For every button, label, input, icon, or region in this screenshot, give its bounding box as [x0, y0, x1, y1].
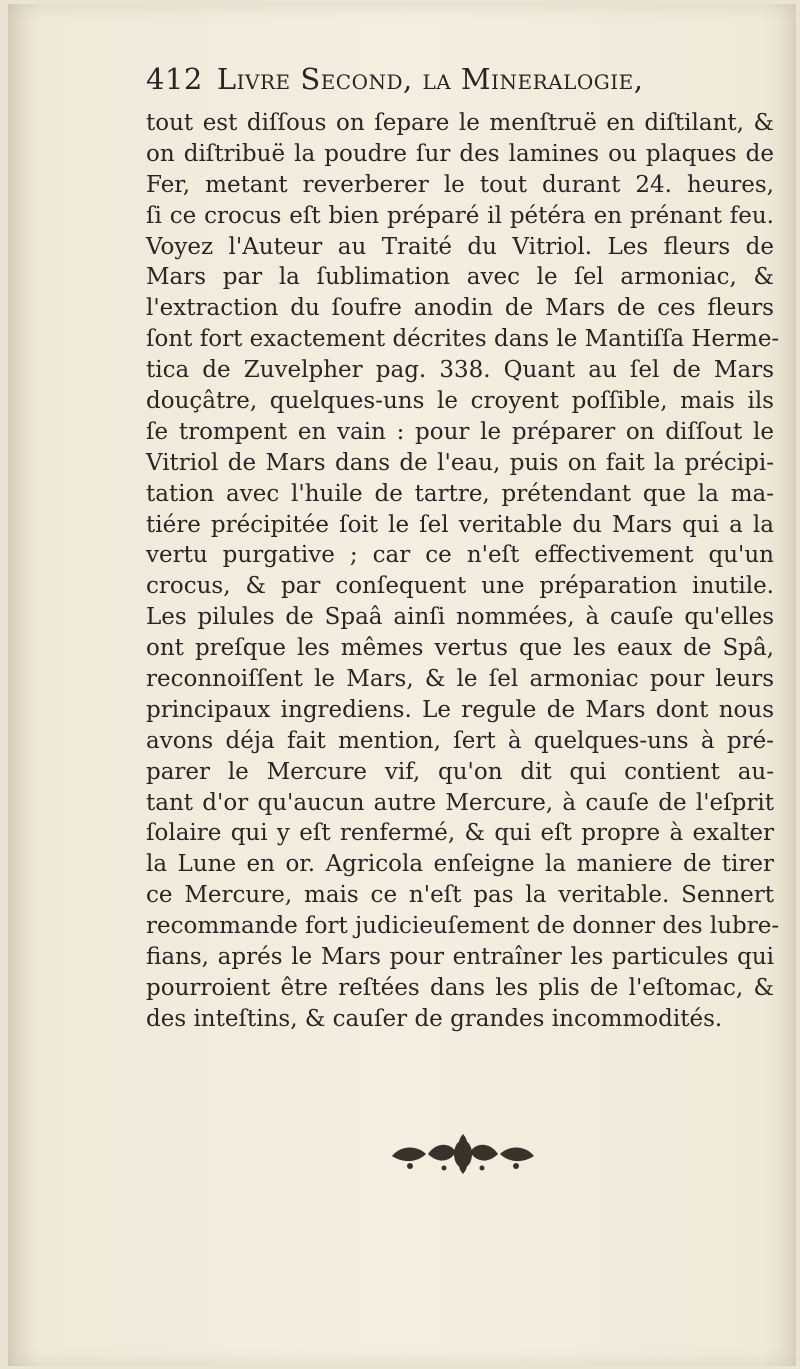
text-line: ce Mercure, mais ce n'eſt pas la veritable. Sennert: [146, 882, 774, 909]
text-line: tation avec l'huile de tartre, prétendant que la ma-: [146, 480, 774, 507]
text-line: ſont fort exactement décrites dans le Mantiſſa Herme-: [146, 326, 780, 353]
text-line: tica de Zuvelpher pag. 338. Quant au ſel de Mars: [146, 357, 774, 384]
text-line: parer le Mercure vif, qu'on dit qui contient au-: [146, 758, 774, 785]
text-line: reconnoiſſent le Mars, & le ſel armoniac pour leurs: [146, 666, 774, 693]
text-line: avons déja fait mention, ſert à quelques-uns à pré-: [146, 727, 774, 754]
book-page: [8, 4, 796, 1366]
text-line: ont preſque les mêmes vertus que les eaux de Spâ,: [146, 635, 774, 662]
running-head: [146, 62, 644, 96]
text-line: la Lune en or. Agricola enſeigne la maniere de tirer: [146, 851, 774, 878]
text-line: fians, aprés le Mars pour entraîner les particules qui: [146, 944, 774, 971]
text-line: tiére précipitée ſoit le ſel veritable du Mars qui a la: [146, 511, 774, 538]
body-text: [146, 108, 780, 1035]
running-title: Livre Second, la Mineralogie,: [216, 62, 644, 96]
text-line: des inteſtins, & cauſer de grandes incommodités.: [146, 1005, 723, 1032]
page-number: 412: [146, 62, 203, 96]
text-line: tant d'or qu'aucun autre Mercure, à cauſe de l'eſprit: [146, 789, 774, 816]
text-line: Vitriol de Mars dans de l'eau, puis on fait la précipi-: [146, 449, 774, 476]
text-line: ſe trompent en vain : pour le préparer on diſſout le: [146, 418, 774, 445]
text-line: vertu purgative ; car ce n'eſt effectivement qu'un: [146, 542, 774, 569]
text-line: ſolaire qui y eſt renfermé, & qui eſt propre à exalter: [146, 820, 774, 847]
text-line: Fer, metant reverberer le tout durant 24. heures,: [146, 171, 774, 198]
text-line: on diſtribuë la poudre ſur des lamines ou plaques de: [146, 140, 774, 167]
text-line: recommande fort judicieuſement de donner des lubre-: [146, 913, 780, 940]
text-line: Voyez l'Auteur au Traité du Vitriol. Les fleurs de: [146, 233, 774, 260]
text-line: principaux ingrediens. Le regule de Mars dont nous: [146, 696, 774, 723]
text-line: l'extraction du ſoufre anodin de Mars de ces fleurs: [146, 295, 774, 322]
text-line: pourroient être reſtées dans les plis de l'eſtomac, &: [146, 974, 774, 1001]
text-line: Mars par la ſublimation avec le ſel armoniac, &: [146, 264, 774, 291]
text-line: douçâtre, quelques-uns le croyent poſſible, mais ils: [146, 388, 774, 415]
text-line: ſi ce crocus eſt bien préparé il pétéra en prénant feu.: [146, 202, 774, 229]
text-line: crocus, & par conſequent une préparation inutile.: [146, 573, 774, 600]
text-line: Les pilules de Spaâ ainſi nommées, à cauſe qu'elles: [146, 604, 774, 631]
text-line: tout est diſſous on ſepare le menſtruë en diſtilant, &: [146, 110, 774, 136]
tailpiece-fleuron-icon: [388, 1132, 538, 1176]
